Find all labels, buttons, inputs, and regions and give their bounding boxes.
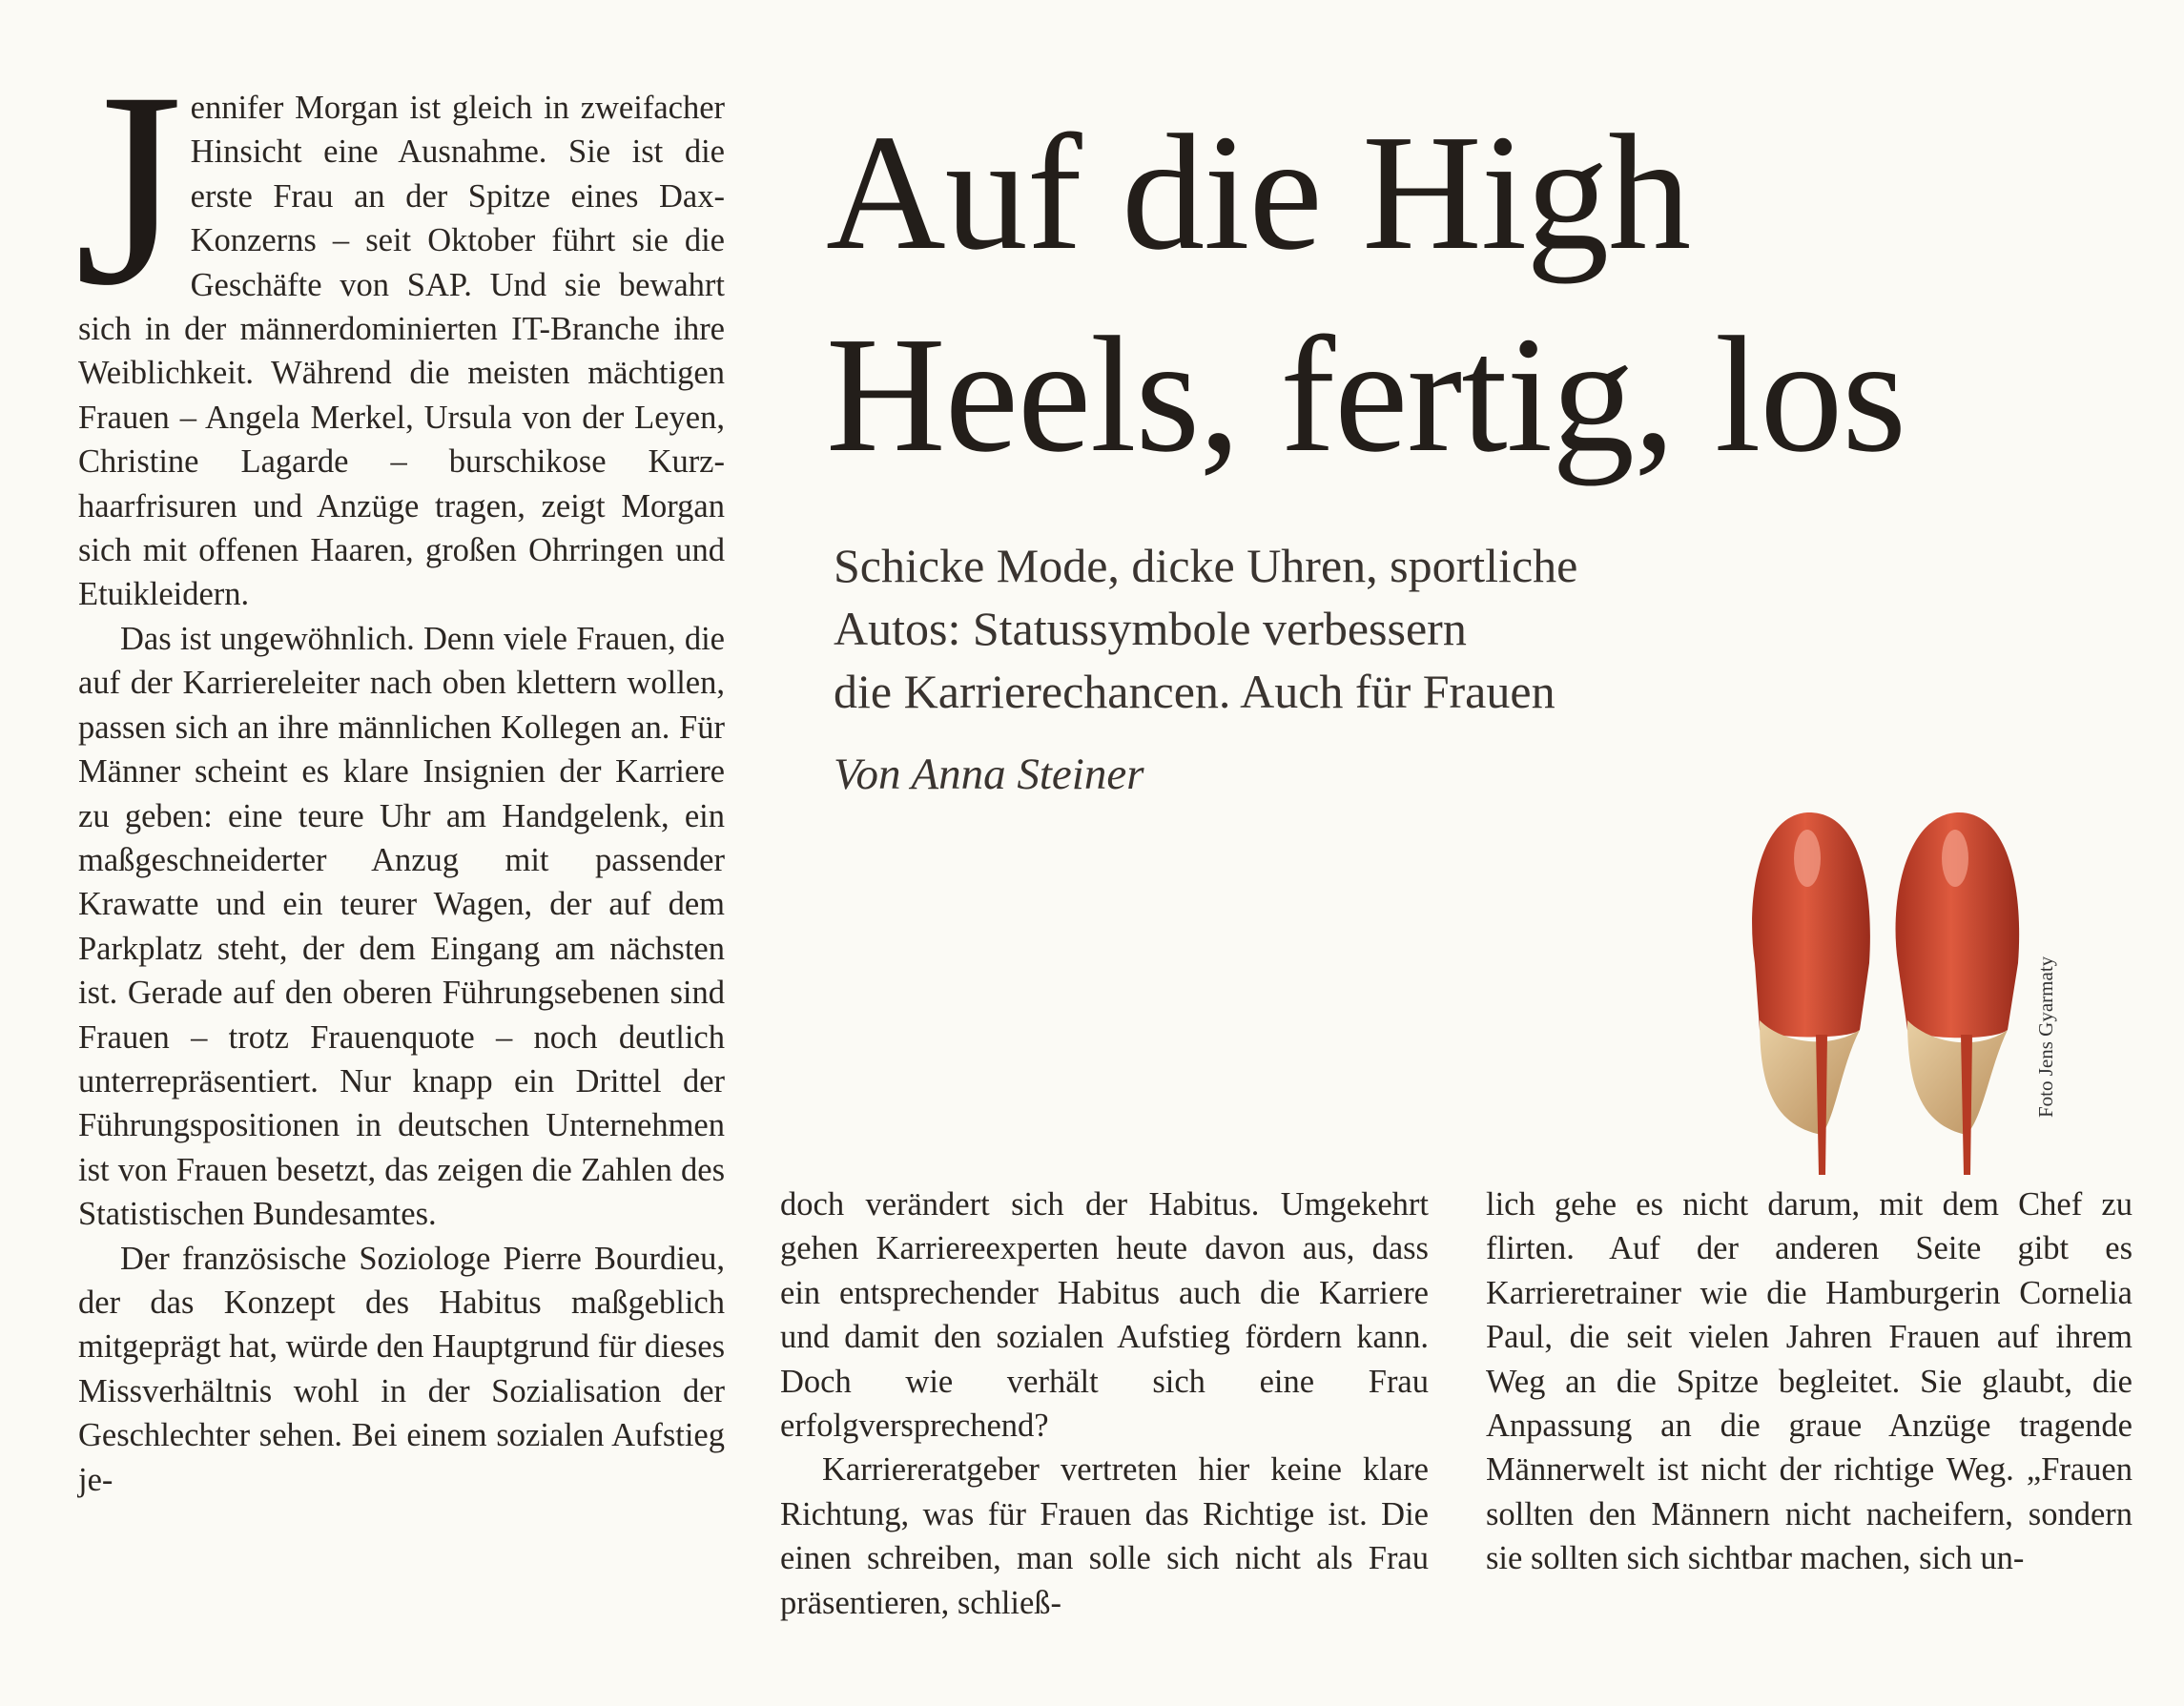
article-paragraph: lich gehe es nicht darum, mit dem Chef zu flirten. Auf der anderen Seite gibt es Karrieretrainer wie die Hamburgerin Cornelia Paul, die seit vielen Jahren Frauen auf ihrem Weg an die Spitze begleitet. Sie glaubt, die Anpassung an die graue Anzüge tragende Männerwelt ist nicht der richtige Weg. „Frauen sollten den Männern nicht nacheifern, sondern sie sollten sich sichtbar machen, sich un- xyxy=(1486,1186,2132,1577)
article-subheadline xyxy=(834,534,1787,723)
headline-line-2: Heels, fertig, los xyxy=(826,302,1906,486)
subheadline-line-1: Schicke Mode, dicke Uhren, sportliche xyxy=(834,539,1578,592)
paragraph-text: ennifer Morgan ist gleich in zweifacher Hinsicht eine Ausnahme. Sie ist die erste Frau an der Spitze eines Dax-Konzerns – seit Oktober führt sie die Geschäfte von SAP. Und sie bewahrt sich in der männerdominierten IT-Branche ihre Weiblichkeit. Während die meisten mächtigen Frauen – Angela Merkel, Ursula von der Leyen, Christine Lagarde – burschikose Kurzhaarfrisuren und Anzüge tragen, zeigt Morgan sich mit offenen Haaren, großen Ohrringen und Etuikleidern. xyxy=(78,90,725,613)
article-paragraph: Der französische Soziologe Pierre Bourdieu, der das Konzept des Habitus maßgeblich mitgeprägt hat, würde den Hauptgrund für dieses Missverhältnis wohl in der Sozialisation der Geschlechter sehen. Bei einem sozialen Aufstieg je- xyxy=(78,1240,725,1498)
article-paragraph: Das ist ungewöhnlich. Denn viele Frauen, die auf der Karriereleiter nach oben klettern wollen, passen sich an ihre männlichen Kollegen an. Für Männer scheint es klare Insignien der Karriere zu geben: eine teure Uhr am Handgelenk, ein maßgeschneiderter Anzug mit passender Krawatte und ein teurer Wagen, der auf dem Parkplatz steht, der dem Eingang am nächsten ist. Gerade auf den oberen Führungsebenen sind Frauen – trotz Frauenquote – noch deutlich unterrepräsentiert. Nur knapp ein Drittel der Führungspositionen in deutschen Unternehmen ist von Frauen besetzt, das zeigen die Zahlen des Statistischen Bundesamtes. xyxy=(78,620,725,1233)
subheadline-line-3: die Karrierechancen. Auch für Frauen xyxy=(834,665,1556,718)
article-headline xyxy=(826,92,2142,496)
right-shoe-graphic xyxy=(1896,812,2020,1175)
article-column-1 xyxy=(74,35,725,1502)
article-paragraph xyxy=(74,35,725,617)
left-shoe-graphic xyxy=(1752,812,1870,1175)
article-column-2 xyxy=(780,1182,1429,1625)
red-high-heels-photo xyxy=(1717,801,2071,1182)
photo-credit: Foto Jens Gyarmaty xyxy=(2034,956,2057,1118)
article-column-3 xyxy=(1486,1182,2132,1581)
article-paragraph: doch verändert sich der Habitus. Umgekehrt gehen Karriereexperten heute davon aus, dass ein entsprechender Habitus auch die Karriere und damit den sozialen Aufstieg fördern kann. Doch wie verhält sich eine Frau erfolgversprechend? xyxy=(780,1186,1429,1445)
drop-cap: J xyxy=(74,35,183,343)
headline-line-1: Auf die High xyxy=(826,100,1691,284)
article-paragraph: Karriereratgeber vertreten hier keine klare Richtung, was für Frauen das Richtige ist. Die einen schreiben, man solle sich nicht als Frau präsentieren, schließ- xyxy=(780,1451,1429,1621)
article-byline: Von Anna Steiner xyxy=(834,750,1144,799)
subheadline-line-2: Autos: Statussymbole verbessern xyxy=(834,602,1467,655)
